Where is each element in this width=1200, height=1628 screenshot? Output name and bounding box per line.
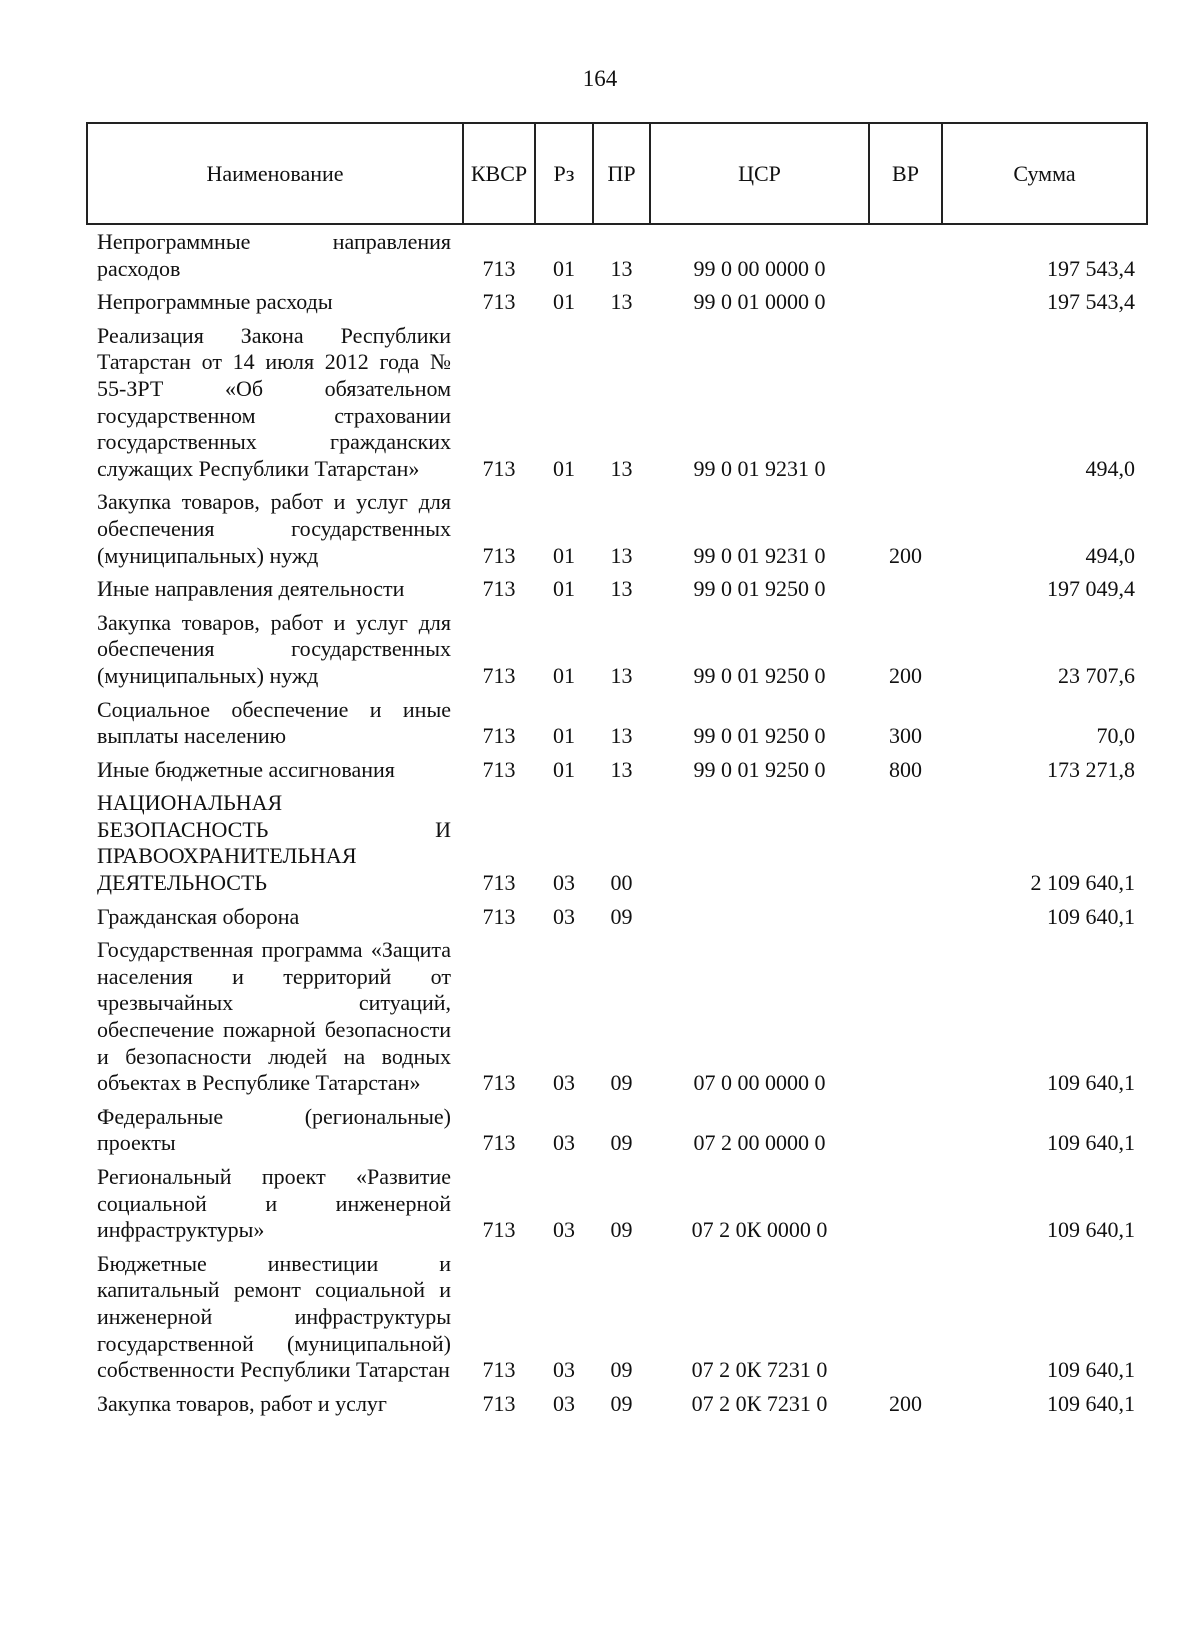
table-row <box>87 1249 1147 1389</box>
cell-name: Социальное обеспечение и иные выплаты населению <box>97 696 451 749</box>
page-number: 164 <box>582 66 618 91</box>
table-row <box>87 755 1147 789</box>
cell-rz: 01 <box>553 542 575 568</box>
cell-kvsr: 713 <box>482 1357 516 1383</box>
cell-pr: 13 <box>610 542 633 568</box>
header-vr: ВР <box>869 123 942 224</box>
cell-csr: 99 0 01 9250 0 <box>693 756 826 782</box>
table-row <box>87 935 1147 1102</box>
cell-csr <box>650 788 869 901</box>
table-row <box>87 1389 1147 1423</box>
table-row <box>87 574 1147 608</box>
cell-csr: 99 0 01 9250 0 <box>693 576 826 602</box>
cell-sum: 109 640,1 <box>1047 1217 1135 1243</box>
cell-vr: 200 <box>889 662 922 688</box>
cell-kvsr: 713 <box>482 1130 516 1156</box>
cell-name: Закупка товаров, работ и услуг <box>97 1390 387 1416</box>
table-row <box>87 788 1147 901</box>
cell-csr: 99 0 01 0000 0 <box>693 289 826 315</box>
cell-kvsr: 713 <box>482 255 516 281</box>
cell-vr <box>869 1249 942 1389</box>
cell-sum: 494,0 <box>1085 455 1135 481</box>
cell-pr: 13 <box>610 662 633 688</box>
cell-name: Реализация Закона Республики Татарстан от 14 июля 2012 года № 55-ЗРТ «Об обязательном государственном страховании государственных гражданских служащих Республики Татарстан» <box>97 322 451 481</box>
cell-sum: 109 640,1 <box>1047 1130 1135 1156</box>
table-row <box>87 902 1147 936</box>
cell-csr: 99 0 00 0000 0 <box>693 255 826 281</box>
cell-name: Закупка товаров, работ и услуг для обеспечения государственных (муниципальных) нужд <box>97 609 451 688</box>
cell-sum: 494,0 <box>1085 542 1135 568</box>
cell-sum: 109 640,1 <box>1047 1070 1135 1096</box>
cell-kvsr: 713 <box>482 455 516 481</box>
cell-sum: 173 271,8 <box>1047 756 1135 782</box>
cell-rz: 03 <box>553 870 575 896</box>
cell-sum: 109 640,1 <box>1047 1390 1135 1416</box>
cell-vr <box>869 935 942 1102</box>
cell-kvsr: 713 <box>482 723 516 749</box>
cell-vr: 800 <box>889 756 922 782</box>
header-name: Наименование <box>87 123 463 224</box>
cell-csr: 07 0 00 0000 0 <box>693 1070 826 1096</box>
cell-vr <box>869 224 942 287</box>
cell-vr <box>869 321 942 488</box>
header-csr: ЦСР <box>650 123 869 224</box>
cell-vr: 200 <box>889 542 922 568</box>
cell-name: Федеральные (региональные) проекты <box>97 1103 451 1156</box>
cell-vr <box>869 902 942 936</box>
cell-vr <box>869 287 942 321</box>
cell-rz: 03 <box>553 1217 575 1243</box>
table-row <box>87 287 1147 321</box>
cell-name: Бюджетные инвестиции и капитальный ремонт социальной и инженерной инфраструктуры государственной (муниципальной) собственности Республики Татарстан <box>97 1250 451 1383</box>
cell-pr: 09 <box>610 903 633 929</box>
cell-csr: 99 0 01 9250 0 <box>693 723 826 749</box>
cell-vr <box>869 1102 942 1162</box>
header-pr: ПР <box>593 123 650 224</box>
cell-vr: 300 <box>889 723 922 749</box>
table-row <box>87 321 1147 488</box>
cell-vr <box>869 788 942 901</box>
cell-rz: 03 <box>553 903 575 929</box>
cell-csr: 99 0 01 9231 0 <box>693 542 826 568</box>
cell-csr: 99 0 01 9231 0 <box>693 455 826 481</box>
cell-sum: 2 109 640,1 <box>1030 870 1135 896</box>
cell-name: Иные направления деятельности <box>97 576 405 602</box>
cell-pr: 09 <box>610 1070 633 1096</box>
cell-sum: 109 640,1 <box>1047 903 1135 929</box>
cell-csr: 07 2 0К 7231 0 <box>691 1357 828 1383</box>
cell-name: Гражданская оборона <box>97 903 300 929</box>
cell-name: НАЦИОНАЛЬНАЯ БЕЗОПАСНОСТЬ И ПРАВООХРАНИТЕЛЬНАЯ ДЕЯТЕЛЬНОСТЬ <box>97 790 451 896</box>
cell-name: Иные бюджетные ассигнования <box>97 756 395 782</box>
cell-pr: 13 <box>610 255 633 281</box>
cell-kvsr: 713 <box>482 1390 516 1416</box>
cell-pr: 09 <box>610 1217 633 1243</box>
cell-kvsr: 713 <box>482 289 516 315</box>
table-row <box>87 487 1147 574</box>
cell-pr: 13 <box>610 455 633 481</box>
cell-rz: 01 <box>553 756 575 782</box>
cell-rz: 01 <box>553 723 575 749</box>
cell-name: Непрограммные направления расходов <box>97 229 451 281</box>
cell-name: Государственная программа «Защита населения и территорий от чрезвычайных ситуаций, обеспечение пожарной безопасности и безопасности людей на водных объектах в Республике Татарстан» <box>97 937 451 1096</box>
header-sum: Сумма <box>942 123 1147 224</box>
cell-rz: 01 <box>553 289 575 315</box>
table-row <box>87 224 1147 287</box>
cell-kvsr: 713 <box>482 542 516 568</box>
cell-sum: 197 543,4 <box>1047 255 1135 281</box>
cell-csr: 07 2 0К 0000 0 <box>691 1217 828 1243</box>
budget-table <box>86 122 1148 1422</box>
header-row <box>87 123 1147 224</box>
cell-kvsr: 713 <box>482 1217 516 1243</box>
cell-rz: 03 <box>553 1130 575 1156</box>
header-kvsr: КВСР <box>463 123 535 224</box>
cell-rz: 03 <box>553 1357 575 1383</box>
cell-vr <box>869 1162 942 1249</box>
cell-vr <box>869 574 942 608</box>
cell-pr: 13 <box>610 576 633 602</box>
cell-rz: 01 <box>553 455 575 481</box>
cell-rz: 01 <box>553 255 575 281</box>
cell-pr: 09 <box>610 1130 633 1156</box>
cell-sum: 23 707,6 <box>1058 662 1135 688</box>
cell-sum: 197 543,4 <box>1047 289 1135 315</box>
cell-rz: 03 <box>553 1390 575 1416</box>
cell-name: Непрограммные расходы <box>97 289 333 315</box>
cell-rz: 01 <box>553 662 575 688</box>
table-row <box>87 1162 1147 1249</box>
cell-name: Закупка товаров, работ и услуг для обеспечения государственных (муниципальных) нужд <box>97 489 451 568</box>
cell-sum: 109 640,1 <box>1047 1357 1135 1383</box>
cell-rz: 03 <box>553 1070 575 1096</box>
cell-pr: 00 <box>610 870 633 896</box>
cell-pr: 13 <box>610 756 633 782</box>
cell-csr: 99 0 01 9250 0 <box>693 662 826 688</box>
cell-csr <box>650 902 869 936</box>
table-body <box>87 224 1147 1422</box>
cell-name: Региональный проект «Развитие социальной и инженерной инфраструктуры» <box>97 1164 451 1243</box>
cell-kvsr: 713 <box>482 870 516 896</box>
table-header <box>87 123 1147 224</box>
cell-kvsr: 713 <box>482 662 516 688</box>
table-row <box>87 608 1147 695</box>
table-row <box>87 1102 1147 1162</box>
cell-kvsr: 713 <box>482 576 516 602</box>
table-row <box>87 695 1147 755</box>
cell-pr: 09 <box>610 1357 633 1383</box>
cell-kvsr: 713 <box>482 756 516 782</box>
cell-pr: 13 <box>610 289 633 315</box>
cell-vr: 200 <box>889 1390 922 1416</box>
cell-sum: 70,0 <box>1096 723 1135 749</box>
cell-kvsr: 713 <box>482 1070 516 1096</box>
cell-sum: 197 049,4 <box>1047 576 1135 602</box>
cell-csr: 07 2 00 0000 0 <box>693 1130 826 1156</box>
cell-pr: 09 <box>610 1390 633 1416</box>
cell-pr: 13 <box>610 723 633 749</box>
cell-kvsr: 713 <box>482 903 516 929</box>
cell-csr: 07 2 0К 7231 0 <box>691 1390 828 1416</box>
cell-rz: 01 <box>553 576 575 602</box>
header-rz: Рз <box>535 123 593 224</box>
